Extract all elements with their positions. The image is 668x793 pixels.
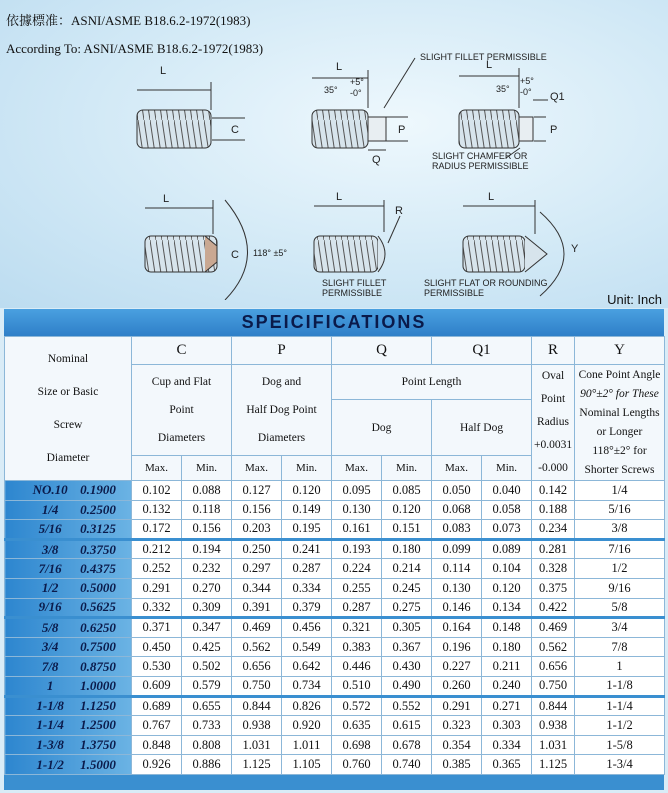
svg-text:L: L	[486, 59, 493, 71]
value-cell: 0.196	[432, 637, 482, 657]
value-cell: 0.323	[432, 716, 482, 736]
value-cell: 0.149	[282, 500, 332, 520]
value-cell: 0.920	[282, 716, 332, 736]
value-cell: 0.058	[482, 500, 532, 520]
svg-text:P: P	[398, 124, 406, 136]
value-cell: 0.156	[182, 520, 232, 540]
cone-length-cell: 7/8	[575, 637, 665, 657]
value-cell: 0.287	[332, 598, 382, 618]
value-cell: 0.510	[332, 676, 382, 696]
value-cell: 0.250	[232, 539, 282, 559]
value-cell: 0.224	[332, 559, 382, 579]
nominal-size-cell: 3/4 0.7500	[5, 637, 132, 657]
value-cell: 0.826	[282, 696, 332, 716]
slight-fillet-note: SLIGHT FILLET PERMISSIBLE	[420, 52, 547, 62]
value-cell: 0.367	[382, 637, 432, 657]
value-cell: 0.490	[382, 676, 432, 696]
cone-length-cell: 1-5/8	[575, 735, 665, 755]
value-cell: 0.142	[532, 481, 575, 501]
cone-length-cell: 1-1/4	[575, 696, 665, 716]
chinese-standard-reference: 依據標准：ASNI/ASME B18.6.2-1972(1983)	[6, 13, 251, 28]
value-cell: 0.425	[182, 637, 232, 657]
value-cell: 0.245	[382, 578, 432, 598]
cone-length-cell: 1/2	[575, 559, 665, 579]
svg-text:SLIGHT FLAT OR ROUNDING: SLIGHT FLAT OR ROUNDING	[424, 278, 548, 288]
cone-length-cell: 5/16	[575, 500, 665, 520]
value-cell: 0.120	[482, 578, 532, 598]
value-cell: 0.099	[432, 539, 482, 559]
value-cell: 0.469	[532, 618, 575, 638]
value-cell: 0.212	[132, 539, 182, 559]
value-cell: 0.365	[482, 755, 532, 775]
nominal-size-cell: 1-1/8 1.1250	[5, 696, 132, 716]
nominal-size-cell: 7/8 0.8750	[5, 657, 132, 677]
col-header-Q1: Q1	[432, 337, 532, 365]
value-cell: 0.146	[432, 598, 482, 618]
oval-radius-desc: Oval Point Radius +0.0031 -0.000	[532, 365, 575, 481]
dog-point-diagram	[312, 52, 547, 166]
svg-text:L: L	[488, 191, 495, 203]
svg-text:RADIUS PERMISSIBLE: RADIUS PERMISSIBLE	[432, 161, 529, 171]
cone-length-cell: 3/4	[575, 618, 665, 638]
value-cell: 0.530	[132, 657, 182, 677]
specifications-title: SPEICIFICATIONS	[4, 309, 664, 336]
svg-text:SLIGHT FILLET: SLIGHT FILLET	[322, 278, 387, 288]
value-cell: 1.105	[282, 755, 332, 775]
nominal-size-cell: 5/16 0.3125	[5, 520, 132, 540]
value-cell: 0.347	[182, 618, 232, 638]
cup-flat-desc: Cup and Flat Point Diameters	[132, 365, 232, 456]
cone-length-cell: 9/16	[575, 578, 665, 598]
value-cell: 0.180	[482, 637, 532, 657]
value-cell: 0.252	[132, 559, 182, 579]
value-cell: 0.938	[532, 716, 575, 736]
value-cell: 0.385	[432, 755, 482, 775]
value-cell: 0.260	[432, 676, 482, 696]
value-cell: 0.572	[332, 696, 382, 716]
col-header-Y: Y	[575, 337, 665, 365]
value-cell: 0.767	[132, 716, 182, 736]
value-cell: 0.430	[382, 657, 432, 677]
value-cell: 0.655	[182, 696, 232, 716]
svg-text:PERMISSIBLE: PERMISSIBLE	[322, 288, 383, 298]
value-cell: 1.031	[532, 735, 575, 755]
table-row	[5, 637, 665, 657]
value-cell: 0.085	[382, 481, 432, 501]
flat-point-diagram	[137, 65, 245, 148]
table-row	[5, 755, 665, 775]
value-cell: 0.379	[282, 598, 332, 618]
svg-text:Y: Y	[571, 243, 579, 255]
value-cell: 0.354	[432, 735, 482, 755]
value-cell: 0.334	[282, 578, 332, 598]
cone-length-cell: 1-1/8	[575, 676, 665, 696]
specifications-body	[5, 481, 665, 775]
value-cell: 0.102	[132, 481, 182, 501]
value-cell: 0.609	[132, 676, 182, 696]
value-cell: 0.130	[432, 578, 482, 598]
value-cell: 0.095	[332, 481, 382, 501]
half-dog-length-desc: Half Dog	[432, 399, 532, 456]
value-cell: 0.297	[232, 559, 282, 579]
value-cell: 0.375	[532, 578, 575, 598]
value-cell: 0.469	[232, 618, 282, 638]
svg-text:C: C	[231, 249, 239, 261]
svg-text:L: L	[163, 193, 170, 205]
cone-length-cell: 5/8	[575, 598, 665, 618]
col-header-P: P	[232, 337, 332, 365]
cone-length-cell: 3/8	[575, 520, 665, 540]
value-cell: 0.118	[182, 500, 232, 520]
value-cell: 0.552	[382, 696, 432, 716]
cone-length-cell: 7/16	[575, 539, 665, 559]
nominal-size-cell: 1/2 0.5000	[5, 578, 132, 598]
value-cell: 0.234	[532, 520, 575, 540]
half-dog-point-diagram	[432, 59, 565, 171]
table-row	[5, 559, 665, 579]
value-cell: 0.281	[532, 539, 575, 559]
svg-text:Q1: Q1	[550, 91, 565, 103]
value-cell: 0.446	[332, 657, 382, 677]
value-cell: 0.050	[432, 481, 482, 501]
value-cell: 0.926	[132, 755, 182, 775]
value-cell: 0.134	[482, 598, 532, 618]
point-length-desc: Point Length	[332, 365, 532, 400]
value-cell: 0.760	[332, 755, 382, 775]
value-cell: 0.502	[182, 657, 232, 677]
svg-text:+5°: +5°	[350, 77, 364, 87]
value-cell: 0.422	[532, 598, 575, 618]
table-row	[5, 520, 665, 540]
value-cell: 0.562	[532, 637, 575, 657]
value-cell: 0.203	[232, 520, 282, 540]
value-cell: 0.164	[432, 618, 482, 638]
diagram-label-L: L	[160, 65, 167, 77]
value-cell: 0.211	[482, 657, 532, 677]
cup-angle-label: 118° ±5°	[253, 248, 287, 258]
value-cell: 0.270	[182, 578, 232, 598]
nominal-size-cell: 1-3/8 1.3750	[5, 735, 132, 755]
diagram-label-C: C	[231, 124, 239, 136]
table-row	[5, 578, 665, 598]
nominal-size-cell: NO.10 0.1900	[5, 481, 132, 501]
nominal-size-cell: 7/16 0.4375	[5, 559, 132, 579]
col-header-C: C	[132, 337, 232, 365]
diagram-label-L2: L	[336, 61, 343, 73]
value-cell: 0.391	[232, 598, 282, 618]
value-cell: 0.848	[132, 735, 182, 755]
value-cell: 0.104	[482, 559, 532, 579]
value-cell: 0.750	[532, 676, 575, 696]
value-cell: 1.031	[232, 735, 282, 755]
value-cell: 1.011	[282, 735, 332, 755]
value-cell: 1.125	[232, 755, 282, 775]
cone-length-cell: 1	[575, 657, 665, 677]
value-cell: 0.309	[182, 598, 232, 618]
value-cell: 0.040	[482, 481, 532, 501]
value-cell: 0.886	[182, 755, 232, 775]
svg-text:PERMISSIBLE: PERMISSIBLE	[424, 288, 485, 298]
nominal-size-cell: 9/16 0.5625	[5, 598, 132, 618]
table-row	[5, 598, 665, 618]
value-cell: 0.232	[182, 559, 232, 579]
value-cell: 0.332	[132, 598, 182, 618]
value-cell: 0.698	[332, 735, 382, 755]
svg-text:R: R	[395, 205, 403, 217]
value-cell: 0.088	[182, 481, 232, 501]
value-cell: 0.287	[282, 559, 332, 579]
value-cell: 0.068	[432, 500, 482, 520]
value-cell: 0.172	[132, 520, 182, 540]
value-cell: 0.120	[282, 481, 332, 501]
table-row	[5, 716, 665, 736]
col-header-R: R	[532, 337, 575, 365]
value-cell: 0.240	[482, 676, 532, 696]
value-cell: 0.740	[382, 755, 432, 775]
dog-length-desc: Dog	[332, 399, 432, 456]
value-cell: 0.114	[432, 559, 482, 579]
value-cell: 0.089	[482, 539, 532, 559]
value-cell: 0.456	[282, 618, 332, 638]
value-cell: 0.635	[332, 716, 382, 736]
svg-text:-0°: -0°	[520, 87, 532, 97]
value-cell: 0.383	[332, 637, 382, 657]
value-cell: 0.188	[532, 500, 575, 520]
nominal-size-cell: 5/8 0.6250	[5, 618, 132, 638]
value-cell: 0.291	[432, 696, 482, 716]
value-cell: 0.130	[332, 500, 382, 520]
svg-text:35°: 35°	[496, 84, 510, 94]
oval-point-diagram	[314, 191, 403, 298]
nominal-size-cell: 1/4 0.2500	[5, 500, 132, 520]
value-cell: 1.125	[532, 755, 575, 775]
value-cell: 0.734	[282, 676, 332, 696]
nominal-size-header: Nominal Size or Basic Screw Diameter	[5, 337, 132, 481]
value-cell: 0.334	[482, 735, 532, 755]
value-cell: 0.562	[232, 637, 282, 657]
table-row	[5, 618, 665, 638]
svg-text:35°: 35°	[324, 85, 338, 95]
table-row	[5, 676, 665, 696]
svg-text:-0°: -0°	[350, 88, 362, 98]
table-row	[5, 481, 665, 501]
value-cell: 0.148	[482, 618, 532, 638]
svg-text:+5°: +5°	[520, 76, 534, 86]
value-cell: 0.844	[232, 696, 282, 716]
value-cell: 0.678	[382, 735, 432, 755]
value-cell: 0.156	[232, 500, 282, 520]
value-cell: 0.193	[332, 539, 382, 559]
value-cell: 0.275	[382, 598, 432, 618]
specifications-table: Nominal Size or Basic Screw Diameter C P Q Q1 R Y Cup and Flat Point Diameters Dog and Half Dog Point Diameters Point Length Oval Point Radius +0.0031 -0.000 Cone Point Angle 90°±2° for These Nominal Lengths or Longer 118°±2° for Shorter Screws Dog Half Dog Max. Min. Max. Min. Max. Min. Max. Min. NO.10 0.1900 0.102 0.088 0.127 0.120 0.095 0.085 0.050 0.040 0.142 1/4 1/4 0.2500 0.132 0.118 0.156 0.149 0.130 0.120 0.068 0.058 0.188 5/16 5/16 0.3125 0.172 0.156 0.203 0.195 0.161 0.151 0.083 0.073 0.234 3/8 3/8 0.3750 0.212 0.194 0.250 0.241 0.193 0.180 0.099 0.089 0.281 7/16 7/16 0.4375 0.252 0.232 0.297 0.287 0.224 0.214 0.114 0.104 0.328 1/2 1/2 0.5000 0.291 0.270 0.344 0.334 0.255 0.245 0.130 0.120 0.375 9/16 9/16 0.5625 0.332 0.309 0.391 0.379 0.287 0.275 0.146 0.134 0.422 5/8 5/8 0.6250 0.371 0.347 0.469 0.456 0.321 0.305 0.164 0.148 0.469 3/4 3/4 0.7500 0.450 0.425 0.562 0.549 0.383 0.367 0.196 0.180 0.562 7/8 7/8 0.8750 0.530 0.502 0.656 0.642 0.446 0.430 0.227 0.211 0.656 1 1 1.0000 0.609 0.579 0.750 0.734 0.510 0.490 0.260 0.240 0.750 1-1/8 1-1/8 1.1250 0.689 0.655 0.844 0.826 0.572 0.552 0.291 0.271 0.844 1-1/4 1-1/4 1.2500 0.767 0.733 0.938 0.920 0.635 0.615 0.323 0.303 0.938 1-1/2 1-3/8 1.3750 0.848 0.808 1.031 1.011 0.698 0.678 0.354 0.334 1.031 1-5/8 1-1/2 1.5000 0.926 0.886 1.125 1.105 0.760 0.740 0.385 0.365 1.125 1-3/4	[4, 336, 665, 775]
value-cell: 0.161	[332, 520, 382, 540]
value-cell: 0.328	[532, 559, 575, 579]
value-cell: 0.808	[182, 735, 232, 755]
value-cell: 0.227	[432, 657, 482, 677]
value-cell: 0.656	[532, 657, 575, 677]
nominal-size-cell: 3/8 0.3750	[5, 539, 132, 559]
value-cell: 0.151	[382, 520, 432, 540]
svg-text:SLIGHT CHAMFER OR: SLIGHT CHAMFER OR	[432, 151, 528, 161]
value-cell: 0.750	[232, 676, 282, 696]
dog-point-desc: Dog and Half Dog Point Diameters	[232, 365, 332, 456]
value-cell: 0.073	[482, 520, 532, 540]
table-row	[5, 500, 665, 520]
table-row	[5, 696, 665, 716]
value-cell: 0.303	[482, 716, 532, 736]
cup-point-diagram	[145, 193, 287, 300]
screw-point-diagrams	[0, 0, 668, 300]
value-cell: 0.844	[532, 696, 575, 716]
value-cell: 0.180	[382, 539, 432, 559]
cone-length-cell: 1-3/4	[575, 755, 665, 775]
value-cell: 0.579	[182, 676, 232, 696]
svg-text:L: L	[336, 191, 343, 203]
table-row	[5, 657, 665, 677]
svg-text:P: P	[550, 124, 558, 136]
value-cell: 0.132	[132, 500, 182, 520]
value-cell: 0.689	[132, 696, 182, 716]
value-cell: 0.615	[382, 716, 432, 736]
value-cell: 0.656	[232, 657, 282, 677]
value-cell: 0.255	[332, 578, 382, 598]
value-cell: 0.195	[282, 520, 332, 540]
svg-text:Q: Q	[372, 154, 381, 166]
cone-angle-desc: Cone Point Angle 90°±2° for These Nominal Lengths or Longer 118°±2° for Shorter Screws	[575, 365, 665, 481]
value-cell: 0.214	[382, 559, 432, 579]
value-cell: 0.271	[482, 696, 532, 716]
cone-length-cell: 1-1/2	[575, 716, 665, 736]
value-cell: 0.450	[132, 637, 182, 657]
cone-length-cell: 1/4	[575, 481, 665, 501]
value-cell: 0.321	[332, 618, 382, 638]
unit-label: Unit: Inch	[607, 292, 662, 307]
nominal-size-cell: 1 1.0000	[5, 676, 132, 696]
value-cell: 0.549	[282, 637, 332, 657]
value-cell: 0.642	[282, 657, 332, 677]
value-cell: 0.344	[232, 578, 282, 598]
value-cell: 0.371	[132, 618, 182, 638]
table-row	[5, 539, 665, 559]
value-cell: 0.291	[132, 578, 182, 598]
value-cell: 0.938	[232, 716, 282, 736]
table-row	[5, 735, 665, 755]
english-standard-reference: According To: ASNI/ASME B18.6.2-1972(1983)	[6, 41, 264, 56]
value-cell: 0.083	[432, 520, 482, 540]
col-header-Q: Q	[332, 337, 432, 365]
value-cell: 0.127	[232, 481, 282, 501]
specifications-table-panel	[4, 309, 664, 790]
cone-point-diagram	[424, 191, 579, 298]
value-cell: 0.120	[382, 500, 432, 520]
value-cell: 0.241	[282, 539, 332, 559]
value-cell: 0.733	[182, 716, 232, 736]
nominal-size-cell: 1-1/2 1.5000	[5, 755, 132, 775]
nominal-size-cell: 1-1/4 1.2500	[5, 716, 132, 736]
value-cell: 0.305	[382, 618, 432, 638]
value-cell: 0.194	[182, 539, 232, 559]
